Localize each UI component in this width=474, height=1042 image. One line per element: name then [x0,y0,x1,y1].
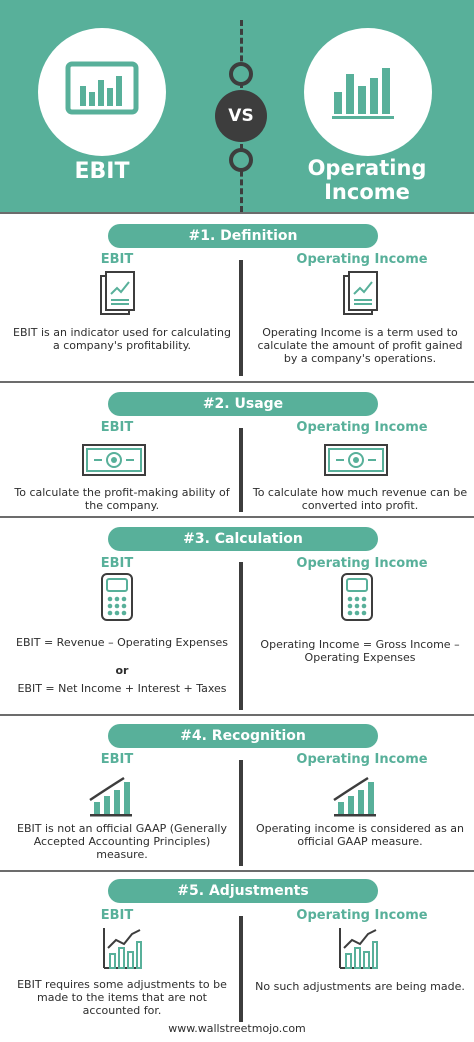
monitor-chart-icon [62,52,142,132]
section-divider [0,870,474,872]
operating-income-definition-text: Operating Income is a term used to calculate the amount of profit gained by a company's operations. [257,326,463,365]
banknote-icon [82,444,146,476]
ebit-definition-text: EBIT is an indicator used for calculating a company's profitability. [13,326,231,352]
column-divider [239,260,243,376]
bottom-ring-icon [229,148,253,172]
operating-income-recognition-text: Operating income is considered as an official GAAP measure. [255,822,465,848]
section-heading-recognition: #4. Recognition [108,724,378,748]
operating-income-title-line2: Income [324,180,410,204]
section-heading-adjustments: #5. Adjustments [108,879,378,903]
ebit-title: EBIT [74,159,130,184]
section-divider [0,381,474,383]
ebit-calculation-text-1: EBIT = Revenue – Operating Expenses [16,636,228,649]
column-divider [239,760,243,866]
line-bar-chart-icon [100,926,144,972]
section-heading-definition: #1. Definition [108,224,378,248]
ebit-label: EBIT [100,556,134,571]
column-divider [239,428,243,512]
growth-bar-chart-icon [332,772,378,818]
operating-income-label: Operating Income [296,252,428,267]
operating-income-icon-circle [304,28,432,156]
ebit-label: EBIT [100,908,134,923]
vs-badge: VS [215,90,267,142]
operating-income-calculation-text: Operating Income = Gross Income – Operating Expenses [260,638,460,664]
ebit-label: EBIT [100,752,134,767]
ebit-adjustments-text: EBIT requires some adjustments to be made to the items that are not accounted for. [17,978,227,1017]
calculator-icon [100,572,134,622]
banknote-icon [324,444,388,476]
ebit-usage-text: To calculate the profit-making ability of the company. [14,486,230,512]
document-chart-icon [342,270,380,318]
operating-income-title-line1: Operating [307,156,427,180]
growth-bar-chart-icon [88,772,134,818]
bar-chart-icon [328,52,408,132]
line-bar-chart-icon [336,926,380,972]
operating-income-adjustments-text: No such adjustments are being made. [255,980,465,993]
operating-income-label: Operating Income [296,556,428,571]
footer-website: www.wallstreetmojo.com [168,1022,306,1035]
ebit-icon-circle [38,28,166,156]
calculator-icon [340,572,374,622]
document-chart-icon [99,270,137,318]
operating-income-label: Operating Income [296,908,428,923]
column-divider [239,916,243,1022]
or-label: or [115,664,129,677]
header-banner [0,0,474,212]
section-heading-usage: #2. Usage [108,392,378,416]
operating-income-label: Operating Income [296,752,428,767]
ebit-calculation-text-2: EBIT = Net Income + Interest + Taxes [17,682,227,695]
section-divider [0,212,474,214]
section-divider [0,714,474,716]
operating-income-label: Operating Income [296,420,428,435]
operating-income-title [282,156,452,204]
section-heading-calculation: #3. Calculation [108,527,378,551]
section-divider [0,516,474,518]
ebit-label: EBIT [100,420,134,435]
ebit-recognition-text: EBIT is not an official GAAP (Generally Accepted Accounting Principles) measure. [17,822,227,861]
top-ring-icon [229,62,253,86]
operating-income-usage-text: To calculate how much revenue can be converted into profit. [252,486,468,512]
ebit-label: EBIT [100,252,134,267]
column-divider [239,562,243,710]
